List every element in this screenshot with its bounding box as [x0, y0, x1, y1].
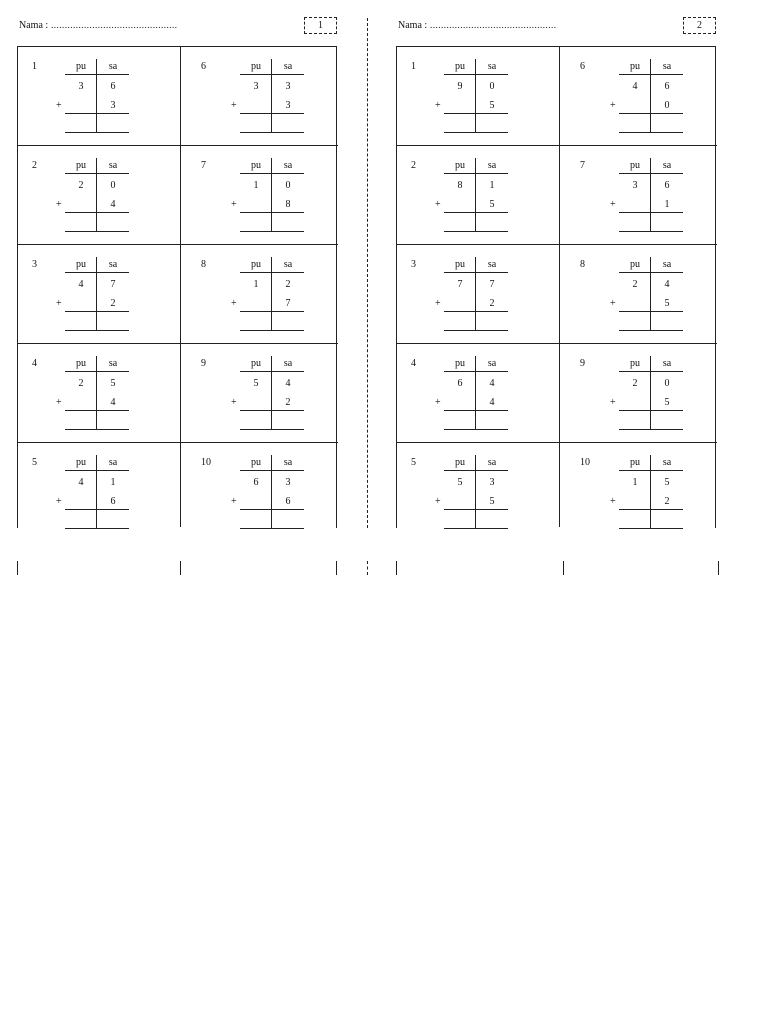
answer-line[interactable]: [444, 132, 508, 133]
place-value-header: [619, 61, 683, 75]
tens-header: pu: [76, 259, 86, 270]
column-divider: [475, 257, 476, 331]
answer-line[interactable]: [444, 528, 508, 529]
plus-sign: +: [435, 298, 441, 309]
tens-header: pu: [76, 358, 86, 369]
plus-sign: +: [231, 199, 237, 210]
cut-line-mark: [367, 561, 368, 575]
addend2-ones: 3: [110, 100, 116, 111]
addend2-ones: 4: [489, 397, 495, 408]
plus-sign: +: [435, 496, 441, 507]
place-value-header: [619, 358, 683, 372]
addend1-ones: 5: [664, 477, 670, 488]
addition-problem: [240, 160, 304, 232]
tens-header: pu: [630, 457, 640, 468]
column-divider: [96, 455, 97, 529]
tens-header: pu: [630, 61, 640, 72]
problem-cell: [397, 47, 560, 146]
sum-line: [65, 410, 129, 411]
answer-line[interactable]: [240, 132, 304, 133]
addend2-ones: 7: [285, 298, 291, 309]
page-number-box: 2: [683, 17, 716, 34]
addend1-ones: 3: [489, 477, 495, 488]
ones-header: sa: [108, 358, 118, 369]
column-divider: [650, 257, 651, 331]
place-value-header: [444, 358, 508, 372]
ones-header: sa: [487, 160, 497, 171]
problem-cell: [560, 344, 717, 443]
column-divider: [650, 356, 651, 430]
problem-number: 6: [201, 61, 206, 72]
addend1-ones: 3: [285, 81, 291, 92]
place-value-header: [65, 160, 129, 174]
plus-sign: +: [56, 397, 62, 408]
plus-sign: +: [610, 298, 616, 309]
tens-header: pu: [76, 457, 86, 468]
addend2-ones: 5: [489, 100, 495, 111]
ones-header: sa: [283, 61, 293, 72]
ones-header: sa: [108, 259, 118, 270]
answer-line[interactable]: [240, 231, 304, 232]
addend2-ones: 6: [110, 496, 116, 507]
problem-number: 2: [411, 160, 416, 171]
addend1-tens: 9: [457, 81, 463, 92]
addend1-ones: 4: [664, 279, 670, 290]
ones-header: sa: [108, 457, 118, 468]
addend1-tens: 7: [457, 279, 463, 290]
sum-line: [65, 509, 129, 510]
problem-number: 4: [411, 358, 416, 369]
place-value-header: [65, 457, 129, 471]
addend2-ones: 2: [489, 298, 495, 309]
problem-cell: [18, 146, 181, 245]
ones-header: sa: [662, 457, 672, 468]
answer-line[interactable]: [619, 132, 683, 133]
problem-cell: [560, 47, 717, 146]
sum-line: [444, 509, 508, 510]
ones-header: sa: [662, 61, 672, 72]
problem-cell: [18, 245, 181, 344]
sum-line: [619, 509, 683, 510]
addition-problem: [619, 259, 683, 331]
addition-problem: [240, 259, 304, 331]
addend2-ones: 0: [664, 100, 670, 111]
place-value-header: [444, 259, 508, 273]
grid-edge-mark: [396, 561, 397, 575]
addend1-tens: 1: [253, 279, 259, 290]
place-value-header: [619, 160, 683, 174]
problem-cell: [560, 146, 717, 245]
sum-line: [240, 113, 304, 114]
answer-line[interactable]: [444, 330, 508, 331]
addition-problem: [444, 457, 508, 529]
ones-header: sa: [283, 160, 293, 171]
name-field[interactable]: ..............................................: [430, 20, 557, 30]
place-value-header: [65, 358, 129, 372]
addition-problem: [619, 61, 683, 133]
place-value-header: [240, 259, 304, 273]
sum-line: [240, 509, 304, 510]
addend1-ones: 7: [489, 279, 495, 290]
addend1-ones: 2: [285, 279, 291, 290]
addend1-ones: 6: [110, 81, 116, 92]
place-value-header: [444, 61, 508, 75]
addend1-tens: 1: [632, 477, 638, 488]
problem-cell: [18, 443, 181, 527]
tens-header: pu: [630, 358, 640, 369]
addend2-ones: 2: [285, 397, 291, 408]
plus-sign: +: [231, 298, 237, 309]
addition-problem: [619, 457, 683, 529]
name-label: Nama :: [398, 20, 428, 31]
addend2-ones: 5: [489, 496, 495, 507]
addition-problem: [444, 358, 508, 430]
sum-line: [65, 113, 129, 114]
answer-line[interactable]: [240, 330, 304, 331]
name-field[interactable]: ..............................................: [51, 20, 178, 30]
addition-problem: [65, 259, 129, 331]
addition-problem: [444, 259, 508, 331]
addend1-tens: 4: [78, 279, 84, 290]
tens-header: pu: [455, 259, 465, 270]
problem-number: 8: [580, 259, 585, 270]
column-divider: [96, 257, 97, 331]
place-value-header: [240, 358, 304, 372]
place-value-header: [240, 160, 304, 174]
place-value-header: [444, 457, 508, 471]
place-value-header: [240, 457, 304, 471]
addition-problem: [619, 358, 683, 430]
grid-edge-mark: [563, 561, 564, 575]
addend1-tens: 2: [78, 378, 84, 389]
addend1-ones: 0: [489, 81, 495, 92]
ones-header: sa: [487, 61, 497, 72]
place-value-header: [444, 160, 508, 174]
addend2-ones: 2: [110, 298, 116, 309]
answer-line[interactable]: [65, 132, 129, 133]
tens-header: pu: [251, 358, 261, 369]
plus-sign: +: [610, 397, 616, 408]
grid-edge-mark: [180, 561, 181, 575]
ones-header: sa: [108, 61, 118, 72]
place-value-header: [65, 259, 129, 273]
addend2-ones: 5: [664, 298, 670, 309]
addend1-ones: 6: [664, 81, 670, 92]
addend1-tens: 2: [78, 180, 84, 191]
sum-line: [240, 311, 304, 312]
addend1-tens: 3: [253, 81, 259, 92]
answer-line[interactable]: [444, 231, 508, 232]
column-divider: [271, 455, 272, 529]
problem-number: 5: [411, 457, 416, 468]
addend1-tens: 5: [457, 477, 463, 488]
ones-header: sa: [487, 358, 497, 369]
column-divider: [271, 257, 272, 331]
tens-header: pu: [630, 259, 640, 270]
problem-number: 2: [32, 160, 37, 171]
addend1-ones: 0: [110, 180, 116, 191]
addend2-ones: 4: [110, 397, 116, 408]
grid-edge-mark: [718, 561, 719, 575]
ones-header: sa: [487, 259, 497, 270]
addend1-ones: 4: [285, 378, 291, 389]
problem-cell: [560, 245, 717, 344]
addend2-ones: 3: [285, 100, 291, 111]
problem-number: 4: [32, 358, 37, 369]
sum-line: [65, 311, 129, 312]
addend1-ones: 0: [285, 180, 291, 191]
addend1-tens: 4: [78, 477, 84, 488]
addend1-ones: 5: [110, 378, 116, 389]
problem-cell: [397, 443, 560, 527]
problem-number: 3: [411, 259, 416, 270]
answer-line[interactable]: [444, 429, 508, 430]
name-label: Nama :: [19, 20, 49, 31]
addition-problem: [65, 457, 129, 529]
addend1-tens: 3: [632, 180, 638, 191]
answer-line[interactable]: [240, 528, 304, 529]
problem-number: 10: [201, 457, 211, 468]
column-divider: [475, 455, 476, 529]
answer-line[interactable]: [65, 528, 129, 529]
place-value-header: [240, 61, 304, 75]
answer-line[interactable]: [65, 330, 129, 331]
addend1-tens: 6: [253, 477, 259, 488]
sum-line: [444, 311, 508, 312]
problem-number: 5: [32, 457, 37, 468]
addition-problem: [444, 160, 508, 232]
sum-line: [240, 212, 304, 213]
column-divider: [96, 356, 97, 430]
problem-number: 1: [411, 61, 416, 72]
problem-number: 7: [201, 160, 206, 171]
answer-line[interactable]: [619, 528, 683, 529]
problem-cell: [397, 344, 560, 443]
addition-problem: [65, 358, 129, 430]
ones-header: sa: [283, 259, 293, 270]
column-divider: [96, 158, 97, 232]
addend1-tens: 1: [253, 180, 259, 191]
plus-sign: +: [56, 496, 62, 507]
column-divider: [475, 356, 476, 430]
tens-header: pu: [251, 61, 261, 72]
plus-sign: +: [231, 397, 237, 408]
ones-header: sa: [662, 259, 672, 270]
tens-header: pu: [630, 160, 640, 171]
problem-number: 1: [32, 61, 37, 72]
tens-header: pu: [455, 160, 465, 171]
addition-problem: [240, 358, 304, 430]
problem-cell: [181, 146, 338, 245]
addition-problem: [444, 61, 508, 133]
plus-sign: +: [435, 199, 441, 210]
sum-line: [444, 212, 508, 213]
sum-line: [444, 113, 508, 114]
problem-number: 10: [580, 457, 590, 468]
addend1-ones: 3: [285, 477, 291, 488]
addend2-ones: 2: [664, 496, 670, 507]
cut-line: [367, 18, 368, 528]
addend1-ones: 6: [664, 180, 670, 191]
problem-number: 9: [580, 358, 585, 369]
addend1-ones: 1: [110, 477, 116, 488]
place-value-header: [65, 61, 129, 75]
plus-sign: +: [56, 298, 62, 309]
ones-header: sa: [283, 358, 293, 369]
tens-header: pu: [455, 358, 465, 369]
addend1-tens: 6: [457, 378, 463, 389]
addend1-ones: 4: [489, 378, 495, 389]
worksheet-header: [17, 17, 337, 35]
answer-line[interactable]: [619, 231, 683, 232]
ones-header: sa: [487, 457, 497, 468]
plus-sign: +: [56, 100, 62, 111]
addition-problem: [240, 61, 304, 133]
tens-header: pu: [251, 457, 261, 468]
problem-grid: [396, 46, 716, 528]
answer-line[interactable]: [619, 330, 683, 331]
plus-sign: +: [610, 199, 616, 210]
grid-edge-mark: [17, 561, 18, 575]
sum-line: [619, 113, 683, 114]
addend1-ones: 7: [110, 279, 116, 290]
addend1-tens: 4: [632, 81, 638, 92]
problem-number: 3: [32, 259, 37, 270]
problem-number: 6: [580, 61, 585, 72]
place-value-header: [619, 259, 683, 273]
plus-sign: +: [231, 100, 237, 111]
problem-cell: [397, 245, 560, 344]
addition-problem: [65, 160, 129, 232]
column-divider: [271, 158, 272, 232]
problem-cell: [18, 344, 181, 443]
sum-line: [619, 212, 683, 213]
addition-problem: [65, 61, 129, 133]
problem-cell: [397, 146, 560, 245]
problem-number: 7: [580, 160, 585, 171]
addition-problem: [240, 457, 304, 529]
addend1-tens: 8: [457, 180, 463, 191]
sum-line: [619, 410, 683, 411]
problem-cell: [181, 443, 338, 527]
column-divider: [96, 59, 97, 133]
ones-header: sa: [283, 457, 293, 468]
ones-header: sa: [108, 160, 118, 171]
tens-header: pu: [251, 160, 261, 171]
addend2-ones: 5: [489, 199, 495, 210]
addend2-ones: 4: [110, 199, 116, 210]
problem-cell: [181, 344, 338, 443]
plus-sign: +: [435, 397, 441, 408]
answer-line[interactable]: [619, 429, 683, 430]
sum-line: [444, 410, 508, 411]
plus-sign: +: [610, 100, 616, 111]
addend2-ones: 1: [664, 199, 670, 210]
tens-header: pu: [76, 61, 86, 72]
ones-header: sa: [662, 358, 672, 369]
column-divider: [650, 59, 651, 133]
addition-problem: [619, 160, 683, 232]
plus-sign: +: [231, 496, 237, 507]
answer-line[interactable]: [65, 231, 129, 232]
sum-line: [619, 311, 683, 312]
plus-sign: +: [435, 100, 441, 111]
addend1-tens: 3: [78, 81, 84, 92]
worksheet-header: [396, 17, 716, 35]
addend2-ones: 6: [285, 496, 291, 507]
plus-sign: +: [56, 199, 62, 210]
addend1-tens: 2: [632, 378, 638, 389]
place-value-header: [619, 457, 683, 471]
problem-cell: [181, 47, 338, 146]
problem-grid: [17, 46, 337, 528]
column-divider: [650, 158, 651, 232]
sum-line: [240, 410, 304, 411]
answer-line[interactable]: [240, 429, 304, 430]
column-divider: [271, 59, 272, 133]
sum-line: [65, 212, 129, 213]
tens-header: pu: [76, 160, 86, 171]
column-divider: [475, 59, 476, 133]
problem-number: 9: [201, 358, 206, 369]
addend1-tens: 5: [253, 378, 259, 389]
problem-cell: [181, 245, 338, 344]
plus-sign: +: [610, 496, 616, 507]
addend1-tens: 2: [632, 279, 638, 290]
tens-header: pu: [251, 259, 261, 270]
problem-cell: [18, 47, 181, 146]
column-divider: [475, 158, 476, 232]
addend2-ones: 5: [664, 397, 670, 408]
problem-cell: [560, 443, 717, 527]
addend2-ones: 8: [285, 199, 291, 210]
column-divider: [650, 455, 651, 529]
addend1-ones: 1: [489, 180, 495, 191]
ones-header: sa: [662, 160, 672, 171]
problem-number: 8: [201, 259, 206, 270]
tens-header: pu: [455, 457, 465, 468]
grid-edge-mark: [336, 561, 337, 575]
page-number-box: 1: [304, 17, 337, 34]
answer-line[interactable]: [65, 429, 129, 430]
addend1-ones: 0: [664, 378, 670, 389]
column-divider: [271, 356, 272, 430]
tens-header: pu: [455, 61, 465, 72]
